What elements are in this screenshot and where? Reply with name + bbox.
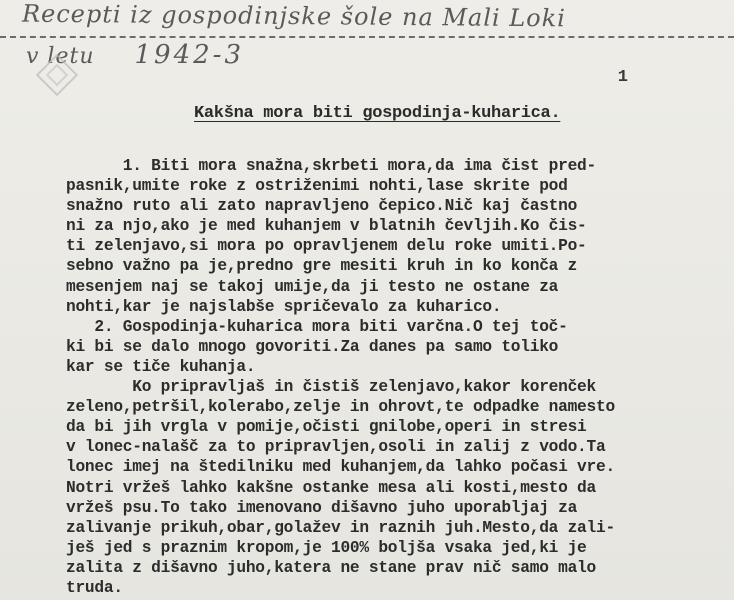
text-line: 1. Biti mora snažna,skrbeti mora,da ima čist pred-	[66, 157, 596, 175]
text-line: zeleno,petršil,kolerabo,zelje in ohrovt,te odpadke namesto	[66, 398, 615, 417]
text-line: vržeš psu.To tako imenovano dišavno juho uporabljaj za	[66, 498, 578, 517]
document-title: Kakšna mora biti gospodinja-kuharica.	[194, 104, 561, 123]
text-line: pasnik,umite roke z ostriženimi nohti,lase skrite pod	[66, 177, 568, 196]
text-line: ni za njo,ako je med kuhanjem v blatnih čevljih.Ko čis-	[66, 217, 587, 236]
text-line: kar se tiče kuhanja.	[66, 357, 256, 376]
handwritten-year: 1942-3	[134, 40, 244, 70]
text-line: ki bi se dalo mnogo govoriti.Za danes pa samo toliko	[66, 337, 559, 356]
handwritten-date-label: v letu	[26, 44, 95, 69]
text-line: mesenjem naj se takoj umije,da ji testo ne ostane za	[66, 277, 559, 296]
text-line: lonec imej na štedilniku med kuhanjem,da lahko počasi vre.	[66, 458, 615, 477]
text-line: sebno važno pa je,predno gre mesiti kruh in ko konča z	[66, 257, 578, 276]
text-line: truda.	[66, 578, 123, 597]
text-line: zalivanje prikuh,obar,golažev in raznih juh.Mesto,da zali-	[66, 518, 615, 537]
text-line: zalita z dišavno juho,katera ne stane prav nič samo malo	[66, 558, 596, 577]
handwritten-heading: Recepti iz gospodinjske šole na Mali Loki	[21, 0, 567, 33]
text-line: v lonec-nalašč za to pripravljen,osoli in zalij z vodo.Ta	[66, 438, 606, 457]
header-divider	[0, 36, 734, 38]
text-line: snažno ruto ali zato napravljeno čepico.Nič kaj častno	[66, 197, 578, 216]
text-line: Ko pripravljaš in čistiš zelenjavo,kakor korenček	[66, 378, 596, 397]
text-line: 2. Gospodinja-kuharica mora biti varčna.O tej toč-	[66, 317, 568, 336]
text-line: nohti,kar je najslabše spričevalo za kuharico.	[66, 297, 502, 316]
text-line: da bi jih vrgla v pomije,očisti gnilobe,operi in stresi	[66, 418, 587, 437]
document-body	[66, 156, 734, 598]
page-number: 1	[617, 68, 628, 87]
text-line: Notri vržeš lahko kakšne ostanke mesa ali kosti,mesto da	[66, 478, 596, 497]
text-line: ti zelenjavo,si mora po opravljenem delu roke umiti.Po-	[66, 237, 587, 256]
text-line: ješ jed s praznim kropom,je 100% boljša vsaka jed,ki je	[66, 538, 587, 557]
